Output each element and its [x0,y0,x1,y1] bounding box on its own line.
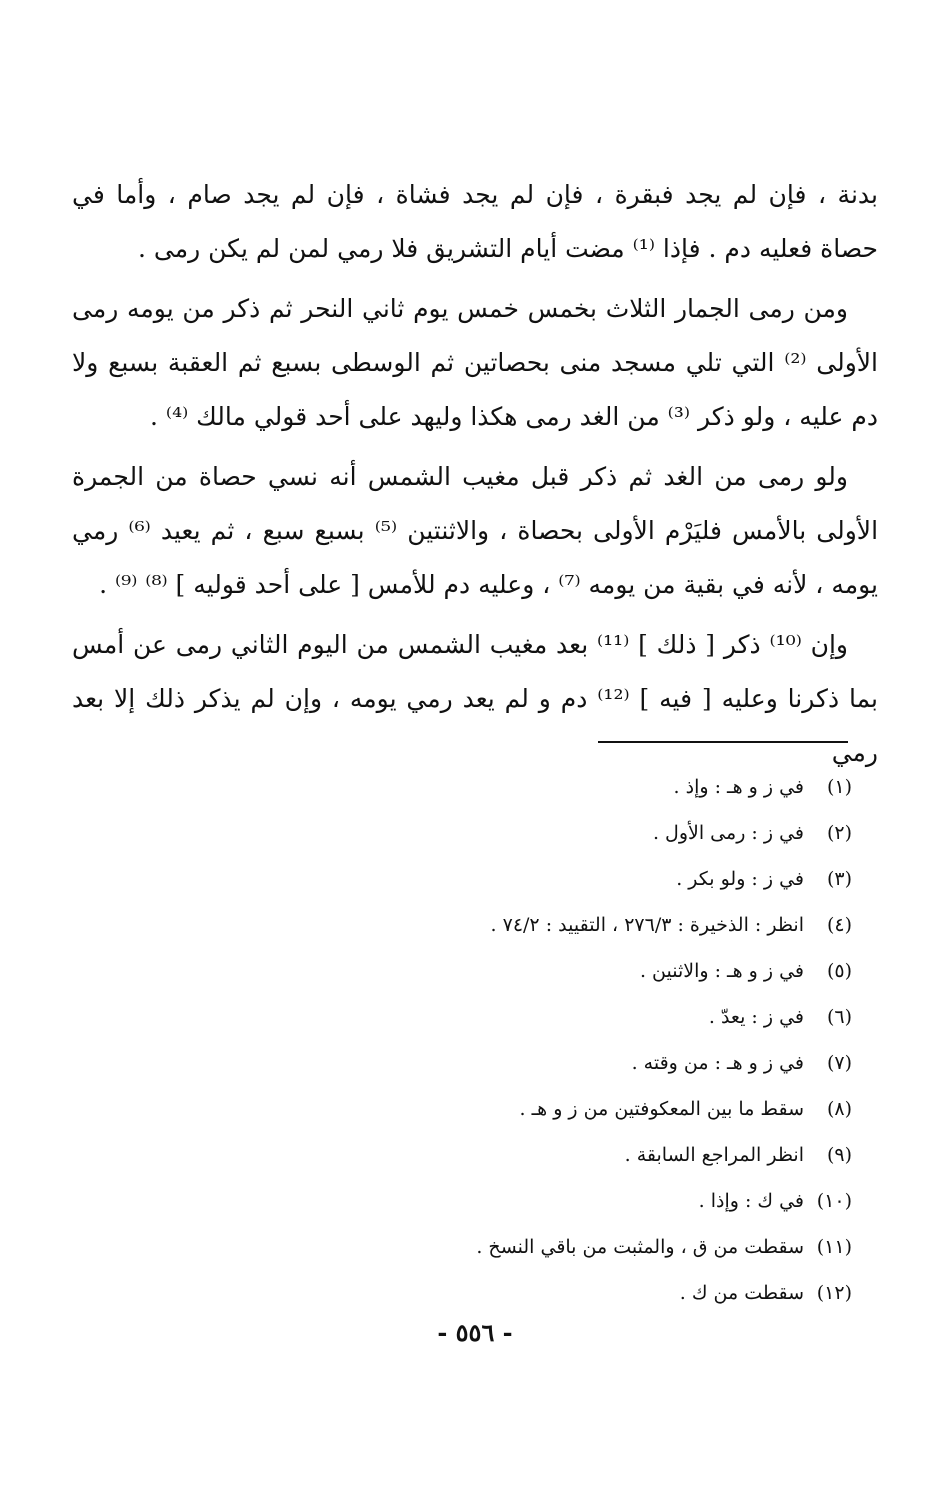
footnote-text: في ز : يعدّ . [708,1006,804,1028]
footnote-text: في ز : ولو بكر . [676,868,804,890]
footnote-10 [152,1178,852,1224]
footnote-number: (٤) [826,914,852,936]
footnote-number: (٨) [826,1098,852,1120]
footnote-2 [152,810,852,856]
footnote-number: (١١) [816,1236,852,1258]
footnote-text: في ز و هـ : والاثنين . [639,960,804,982]
footnote-6 [152,994,852,1040]
footnote-1 [152,764,852,810]
footnote-text: سقط ما بين المعكوفتين من ز و هـ . [519,1098,804,1120]
footnote-5 [152,948,852,994]
footnote-text: في ز و هـ : وإذ . [673,776,804,798]
footnote-3 [152,856,852,902]
footnote-number: (٦) [826,1006,852,1028]
footnote-text: انظر : الذخيرة : ٢٧٦/٣ ، التقييد : ٧٤/٢ . [490,914,804,936]
footnote-12 [152,1270,852,1316]
paragraph-1: بدنة ، فإن لم يجد فبقرة ، فإن لم يجد فشاة ، فإن لم يجد صام ، وأما في حصاة فعليه دم . فإذا ⁽¹⁾ مضت أيام التشريق فلا رمي لمن لم يكن رمى . [72,180,878,263]
paragraph-3: ولو رمى من الغد ثم ذكر قبل مغيب الشمس أنه نسي حصاة من الجمرة الأولى بالأمس فليَرْم الأولى بحصاة ، والاثنتين ⁽⁵⁾ بسبع سبع ، ثم يعيد ⁽⁶⁾ رمي يومه ، لأنه في بقية من يومه ⁽⁷⁾ ، وعليه دم للأمس [ على أحد قوليه ] ⁽⁸⁾ ⁽⁹⁾ . [72,462,879,599]
page-number: - ٥٥٦ - [437,1318,513,1347]
footnote-7 [152,1040,852,1086]
footnote-number: (٣) [826,868,852,890]
footnote-separator [598,741,848,743]
footnotes [152,764,852,1316]
footnote-number: (١) [826,776,852,798]
paragraph-2: ومن رمى الجمار الثلاث بخمس خمس يوم ثاني النحر ثم ذكر من يومه رمى الأولى ⁽²⁾ التي تلي مسجد منى بحصاتين ثم الوسطى بسبع ثم العقبة بسبع ولا دم عليه ، ولو ذكر ⁽³⁾ من الغد رمى هكذا وليهد على أحد قولي مالك ⁽⁴⁾ . [72,294,878,431]
footnote-9 [152,1132,852,1178]
footnote-number: (١٢) [816,1282,852,1304]
footnote-4 [152,902,852,948]
footnote-text: في ز و هـ : من وقته . [631,1052,804,1074]
footnote-text: في ك : وإذا . [698,1190,804,1212]
main-text [72,168,878,786]
footnote-number: (٧) [826,1052,852,1074]
footnote-number: (٩) [826,1144,852,1166]
footnote-text: في ز : رمى الأول . [652,822,804,844]
footnote-8 [152,1086,852,1132]
footnote-number: (١٠) [816,1190,852,1212]
footnote-text: انظر المراجع السابقة . [624,1144,804,1166]
footnote-number: (٢) [826,822,852,844]
footnote-number: (٥) [826,960,852,982]
footnote-text: سقطت من ق ، والمثبت من باقي النسخ . [476,1236,804,1258]
paragraph-4: وإن ⁽¹⁰⁾ ذكر [ ذلك ] ⁽¹¹⁾ بعد مغيب الشمس من اليوم الثاني رمى عن أمس بما ذكرنا وعليه [ فيه ] ⁽¹²⁾ دم و لم يعد رمي يومه ، وإن لم يذكر ذلك إلا بعد رمي [72,630,879,767]
footnote-11 [152,1224,852,1270]
footnote-text: سقطت من ك . [679,1282,804,1304]
